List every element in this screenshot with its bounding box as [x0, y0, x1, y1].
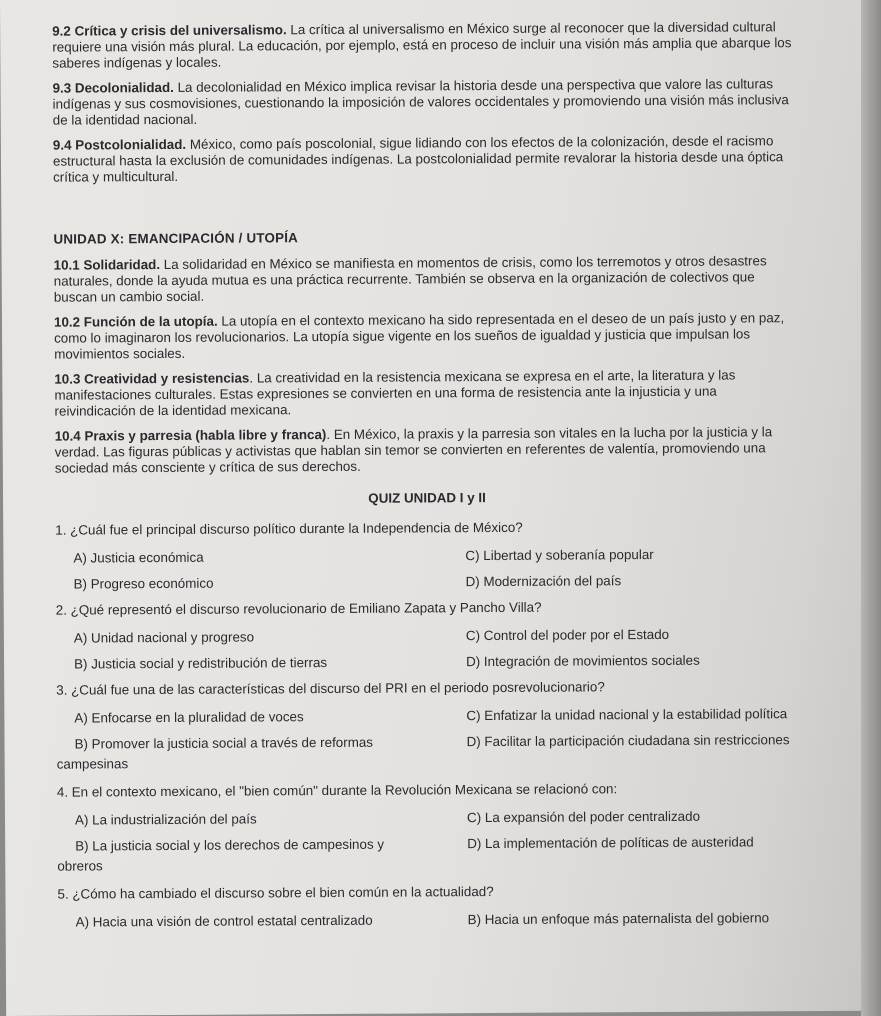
option-c: C) Libertad y soberanía popular: [465, 547, 654, 564]
section-10-2: [54, 310, 798, 363]
option-b: B) Hacia un enfoque más paternalista del gobierno: [467, 910, 770, 928]
question-text: 5. ¿Cómo ha cambiado el discurso sobre el bien común en la actualidad?: [57, 884, 494, 902]
option-a: A) Justicia económica: [73, 549, 204, 566]
question-text: 3. ¿Cuál fue una de las características del discurso del PRI en el periodo posrevolucionario?: [56, 679, 605, 698]
option-a: A) Enfocarse en la pluralidad de voces: [74, 709, 304, 726]
page-shadow-edge: [861, 0, 881, 1016]
option-d: D) Modernización del país: [465, 573, 622, 590]
option-b: B) Progreso económico: [73, 575, 214, 592]
section-text: La solidaridad en México se manifiesta en momentos de crisis, como los terremotos y otros desastres naturales, donde la ayuda mutua es una práctica recurrente. También se observa en la organización de colectivos que buscan un cambio social.: [53, 253, 767, 305]
option-b: B) La justicia social y los derechos de campesinos y: [75, 836, 385, 854]
section-title: Praxis y parresia (habla libre y franca): [84, 427, 327, 444]
option-c: C) La expansión del poder centralizado: [466, 808, 701, 826]
section-text: . En México, la praxis y la parresia son vitales en la lucha por la justicia y la verdad. Las figuras públicas y activistas que hablan sin temor se convierten en referentes de valentía, promoviendo una sociedad más consciente y crítica de sus derechos.: [54, 424, 773, 476]
quiz-question-4: [57, 780, 802, 875]
section-number: 9.2: [52, 23, 71, 39]
quiz-title: QUIZ UNIDAD I y II: [368, 490, 486, 506]
section-text: La decolonialidad en México implica revisar la historia desde una perspectiva que valore las culturas indígenas y sus cosmovisiones, cuestionando la imposición de valores occidentales y promoviendo una visión más inclusiva de la identidad nacional.: [52, 76, 789, 128]
section-title: Crítica y crisis del universalismo.: [74, 22, 287, 39]
quiz-question-1: [55, 518, 799, 593]
option-b: B) Justicia social y redistribución de tierras: [74, 655, 328, 672]
quiz-question-2: [56, 598, 800, 673]
section-10-4: [55, 424, 799, 477]
section-9-3: [52, 76, 796, 129]
section-number: 10.4: [54, 428, 81, 444]
section-10-3: [54, 367, 798, 420]
option-c: C) Control del poder por el Estado: [465, 626, 670, 644]
option-a: A) Hacia una visión de control estatal centralizado: [75, 912, 373, 930]
section-title: Solidaridad.: [83, 257, 161, 273]
option-b: B) Promover la justicia social a través de reformas: [74, 734, 374, 752]
section-9-2: [52, 19, 796, 72]
option-d: D) Integración de movimientos sociales: [466, 652, 700, 670]
section-10-1: [54, 253, 798, 306]
section-9-4: [53, 133, 797, 186]
question-text: 4. En el contexto mexicano, el "bien común" durante la Revolución Mexicana se relacionó con:: [56, 781, 618, 800]
section-number: 10.1: [53, 257, 80, 273]
option-d: D) La implementación de políticas de austeridad: [467, 834, 754, 852]
quiz-question-5: [57, 882, 801, 931]
option-b-continuation: obreros: [57, 858, 103, 874]
section-title: Decolonialidad.: [74, 79, 174, 96]
section-number: 9.3: [52, 80, 72, 96]
quiz-question-3: [56, 678, 801, 773]
section-text: La utopía en el contexto mexicano ha sido representada en el deseo de un país justo y en paz, como lo imaginaron los revolucionarios. La utopía sigue vigente en los sueños de igualdad y justicia que impulsan los movimientos sociales.: [54, 310, 785, 362]
option-b-continuation: campesinas: [56, 756, 129, 772]
section-text: . La creatividad en la resistencia mexicana se expresa en el arte, la literatura y las manifestaciones culturales. Estas expresiones se convierten en una forma de resistencia ante la injusticia y una reivindicación de la identidad mexicana.: [54, 367, 736, 419]
section-text: México, como país poscolonial, sigue lidiando con los efectos de la colonización, desde el racismo estructural hasta la exclusión de comunidades indígenas. La postcolonialidad permite revalorar la historia desde una óptica crítica y multicultural.: [52, 133, 784, 185]
option-a: A) La industrialización del país: [74, 811, 257, 828]
section-title: Postcolonialidad.: [75, 136, 187, 153]
section-number: 9.4: [52, 137, 72, 153]
question-text: 2. ¿Qué representó el discurso revolucionario de Emiliano Zapata y Pancho Villa?: [55, 599, 542, 618]
option-d: D) Facilitar la participación ciudadana sin restricciones: [466, 732, 790, 750]
section-number: 10.2: [53, 314, 81, 330]
question-text: 1. ¿Cuál fue el principal discurso político durante la Independencia de México?: [55, 519, 523, 538]
section-number: 10.3: [54, 371, 81, 387]
section-title: Creatividad y resistencias: [84, 370, 250, 387]
section-title: Función de la utopía.: [83, 313, 218, 330]
option-a: A) Unidad nacional y progreso: [73, 629, 255, 646]
section-text: La crítica al universalismo en México surge al reconocer que la diversidad cultural requiere una visión más plural. La educación, por ejemplo, está en proceso de incluir una visión más amplia que abarque los saberes indígenas y locales.: [52, 19, 792, 71]
option-c: C) Enfatizar la unidad nacional y la estabilidad política: [466, 706, 788, 724]
unit-heading: UNIDAD X: EMANCIPACIÓN / UTOPÍA: [53, 230, 299, 247]
